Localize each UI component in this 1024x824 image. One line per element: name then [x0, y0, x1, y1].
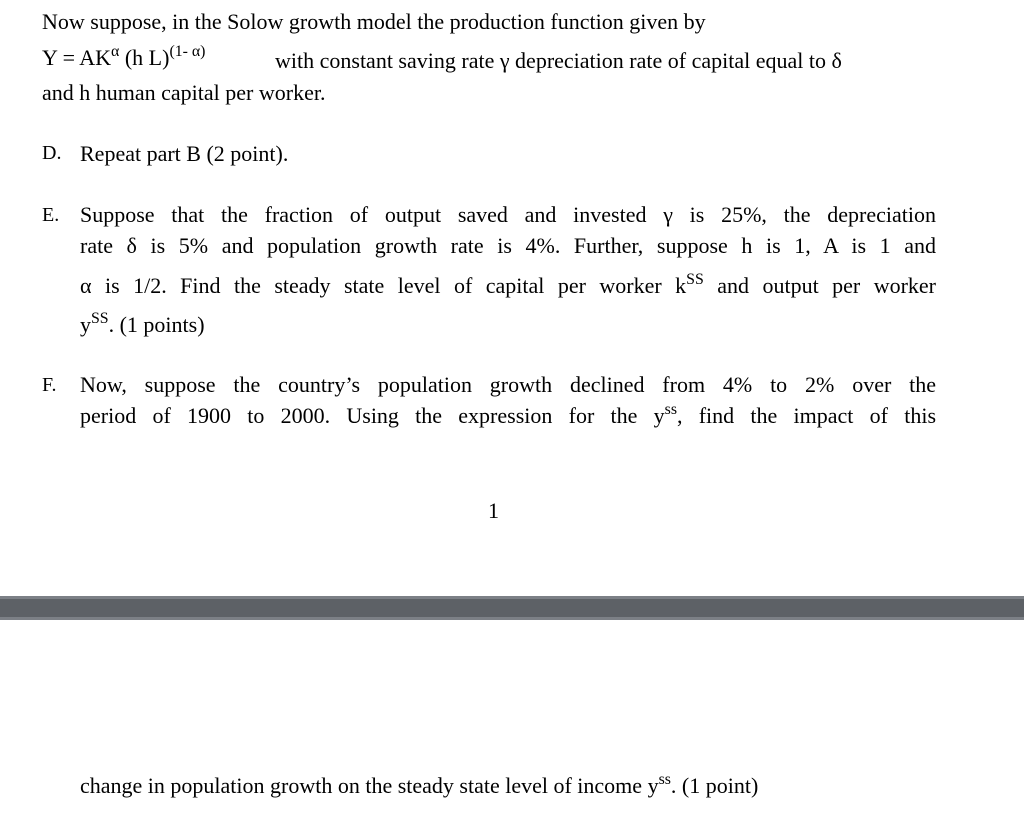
- superscript-ss: ss: [664, 401, 677, 419]
- intro-line-1: Now suppose, in the Solow growth model the production function given by: [42, 9, 706, 34]
- part-f-line-2: [80, 401, 937, 428]
- part-f-marker: F.: [42, 374, 57, 396]
- part-e-line-4: [80, 310, 205, 337]
- part-e-line-3-start: α is 1/2. Find the steady state level of capital per worker k: [80, 273, 687, 298]
- part-e-line-1: Suppose that the fraction of output saved and invested γ is 25%, the depreciation: [80, 202, 936, 227]
- page-break-separator: [0, 596, 1024, 620]
- intro-line-3: and h human capital per worker.: [42, 80, 326, 105]
- part-f-line-2-end: , find the impact of this: [676, 403, 937, 428]
- part-f-line-3-end: . (1 point): [670, 773, 759, 798]
- equation-lhs: Y = AK: [42, 45, 112, 70]
- part-d-marker: D.: [42, 142, 62, 164]
- equation-rest: with constant saving rate γ depreciation rate of capital equal to δ: [275, 48, 842, 73]
- part-f-line-3-start: change in population growth on the steady state level of income y: [80, 773, 659, 798]
- production-function-line: [42, 43, 206, 70]
- part-f-line-3: [80, 771, 759, 798]
- equation-exponent-one-minus-alpha: (1- α): [169, 43, 206, 61]
- superscript-ss: SS: [686, 271, 704, 289]
- superscript-ss: SS: [91, 310, 109, 328]
- page-number: 1: [488, 498, 499, 523]
- part-f-line-1: Now, suppose the country’s population growth declined from 4% to 2% over the: [80, 372, 936, 397]
- part-e-line-2: rate δ is 5% and population growth rate is 4%. Further, suppose h is 1, A is 1 and: [80, 233, 936, 258]
- part-f-line-2-start: period of 1900 to 2000. Using the expression for the y: [80, 403, 665, 428]
- superscript-ss: ss: [658, 771, 671, 789]
- equation-mid: (h L): [119, 45, 170, 70]
- part-e-line-3-end: and output per worker: [703, 273, 936, 298]
- part-e-line-4-end: . (1 points): [108, 312, 205, 337]
- part-e-marker: E.: [42, 204, 60, 226]
- part-e-line-3: [80, 271, 936, 298]
- equation-exponent-alpha: α: [111, 43, 120, 61]
- part-d-text: Repeat part B (2 point).: [80, 141, 289, 166]
- part-e-line-4-y: y: [80, 312, 91, 337]
